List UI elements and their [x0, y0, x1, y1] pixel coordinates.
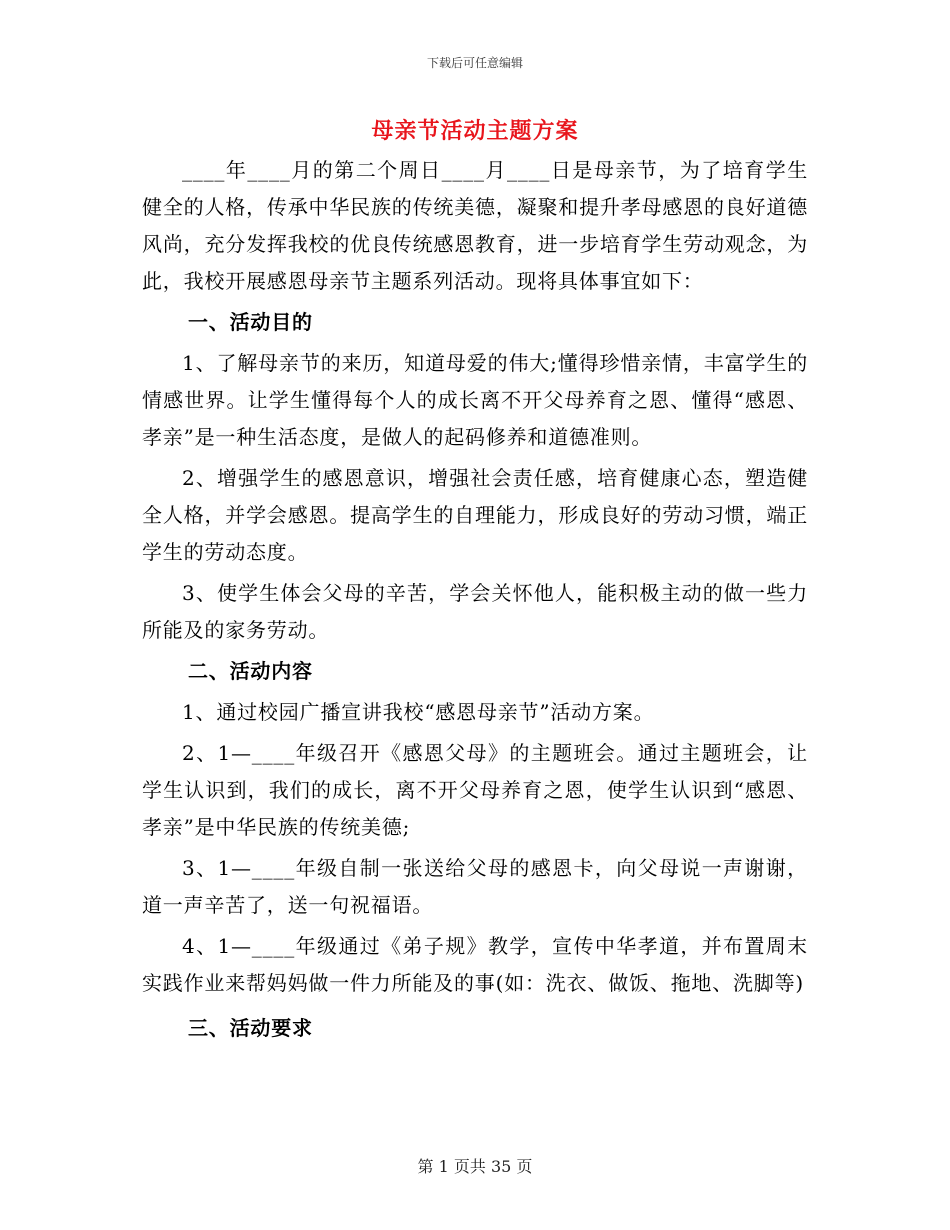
document-title: 母亲节活动主题方案: [371, 118, 579, 144]
header-note: 下载后可任意编辑: [426, 56, 523, 70]
content-item-3: 3、1—____年级自制一张送给父母的感恩卡，向父母说一声谢谢，道一声辛苦了，送一句祝福语。: [142, 856, 808, 917]
purpose-item-3: 3、使学生体会父母的辛苦，学会关怀他人，能积极主动的做一些力所能及的家务劳动。: [142, 581, 808, 642]
page-footer: 第 1 页共 35 页: [417, 1157, 533, 1176]
purpose-item-1: 1、了解母亲节的来历，知道母爱的伟大;懂得珍惜亲情，丰富学生的情感世界。让学生懂得每个人的成长离不开父母养育之恩、懂得“感恩、孝亲”是一种生活态度，是做人的起码修养和道德准则。: [142, 351, 808, 449]
purpose-item-2: 2、增强学生的感恩意识，增强社会责任感，培育健康心态，塑造健全人格，并学会感恩。提高学生的自理能力，形成良好的劳动习惯，端正学生的劳动态度。: [142, 466, 808, 564]
intro-paragraph: ____年____月的第二个周日____月____日是母亲节，为了培育学生健全的人格，传承中华民族的传统美德，凝聚和提升孝母感恩的良好道德风尚，充分发挥我校的优良传统感恩教育，进一步培育学生劳动观念，为此，我校开展感恩母亲节主题系列活动。现将具体事宜如下：: [142, 158, 808, 293]
content-item-2: 2、1—____年级召开《感恩父母》的主题班会。通过主题班会，让学生认识到，我们的成长，离不开父母养育之恩，使学生认识到“感恩、孝亲”是中华民族的传统美德;: [142, 741, 808, 839]
content-item-4: 4、1—____年级通过《弟子规》教学，宣传中华孝道，并布置周末实践作业来帮妈妈做一件力所能及的事(如：洗衣、做饭、拖地、洗脚等): [142, 934, 808, 995]
content-item-1: 1、通过校园广播宣讲我校“感恩母亲节”活动方案。: [182, 700, 655, 724]
section-heading-requirements: 三、活动要求: [188, 1016, 313, 1040]
document-body: [142, 152, 808, 1047]
section-heading-content: 二、活动内容: [188, 659, 313, 683]
section-heading-purpose: 一、活动目的: [188, 310, 313, 334]
